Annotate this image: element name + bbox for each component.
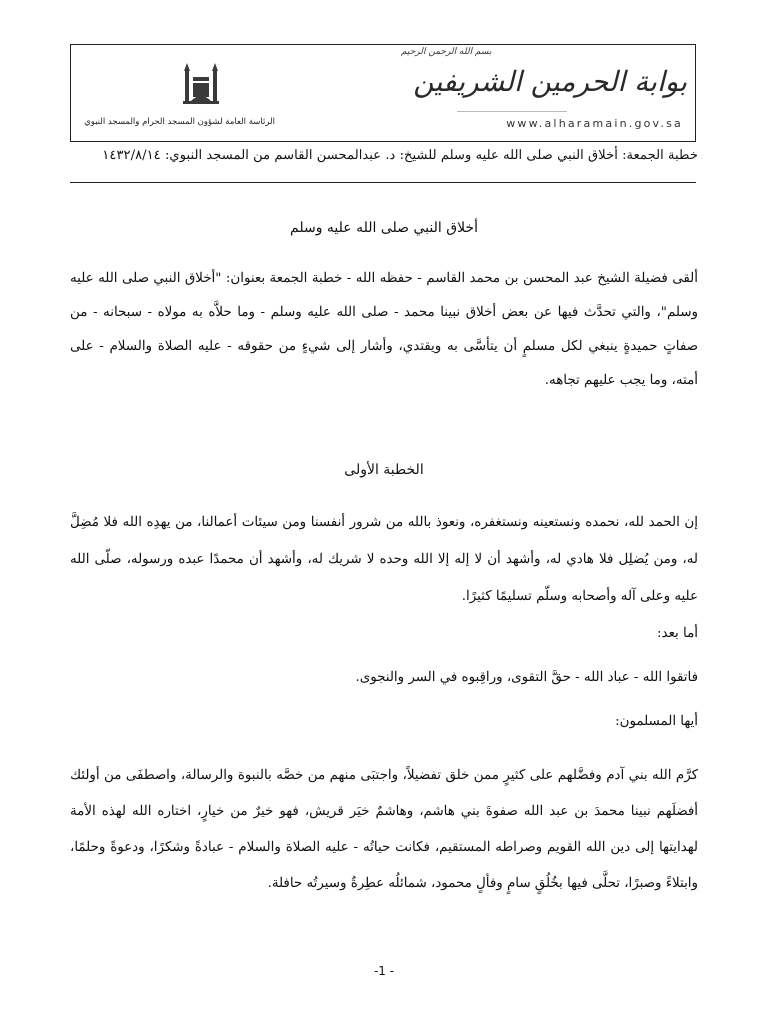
brand-divider: [457, 111, 567, 112]
subtitle-divider: [70, 182, 696, 183]
page-number: -1 -: [373, 964, 395, 978]
basmala: بسم الله الرحمن الرحيم: [401, 47, 492, 57]
address-line: أيها المسلمون:: [615, 714, 698, 729]
letterhead: [70, 44, 696, 142]
section-heading: الخطبة الأولى: [344, 462, 424, 478]
haramain-emblem-icon: [183, 61, 219, 107]
honor-paragraph: كرَّم الله بني آدم وفضَّلهم على كثيرٍ ممن خلق تفضيلاً، واجتبَى منهم من خصَّه بالنبوة والرسالة، واصطفَى من أولئك أفضلَهم نبينا محمدَ بن عبد الله صفوةَ بني هاشم، وهاشمٌ خيَر قريش، فهو خيرٌ من خيارٍ، اختاره الله لهذه الأمة لهدايتها إلى دين الله القويم وصراطه المستقيم، فكانت حياتُه - عليه الصلاة والسلام - عبادةً وشكرًا، ودعوةً وحلمًا، وابتلاءً وصبرًا، تحلَّى فيها بخُلُقٍ سامٍ وفألٍ محمود، شمائلُه عطِرةٌ وسيرتُه حافلة.: [70, 768, 698, 891]
taqwa-line: فاتقوا الله - عباد الله - حقَّ التقوى، وراقِبوه في السر والنجوى.: [355, 670, 698, 685]
intro-paragraph: ألقى فضيلة الشيخ عبد المحسن بن محمد القاسم - حفظه الله - خطبة الجمعة بعنوان: "أخلاق النبي صلى الله عليه وسلم"، والتي تحدَّث فيها عن بعض أخلاق نبينا محمد - صلى الله عليه وسلم - وما حلاَّه به مولاه - سبحانه - من صفاتٍ حميدةٍ ينبغي لكل مسلمٍ أن يتأسَّى به ويقتدي، وأشار إلى شيءٍ من حقوقه - عليه الصلاة والسلام - على أمته، وما يجب عليهم تجاهه.: [70, 271, 698, 388]
praise-paragraph: إن الحمد لله، نحمده ونستعينه ونستغفره، ونعوذ بالله من شرور أنفسنا ومن سيئات أعمالنا، من يهدِه الله فلا مُضِلَّ له، ومن يُضلِل فلا هادي له، وأشهد أن لا إله إلا الله وحده لا شريك له، وأشهد أن محمدًا عبده ورسوله، صلّى الله عليه وعلى آله وأصحابه وسلّم تسليمًا كثيرًا.: [70, 515, 698, 604]
presidency-caption: الرئاسة العامة لشؤون المسجد الحرام والمسجد النبوي: [84, 117, 275, 127]
brand-url: www.alharamain.gov.sa: [506, 117, 683, 130]
brand-title: بوابة الحرمين الشريفين: [413, 65, 687, 98]
page-title: أخلاق النبي صلى الله عليه وسلم: [290, 220, 478, 236]
amma-bad-line: أما بعد:: [657, 626, 698, 641]
brand-logo: [413, 63, 687, 135]
sermon-subtitle: خطبة الجمعة: أخلاق النبي صلى الله عليه وسلم للشيخ: د. عبدالمحسن القاسم من المسجد النبوي: ١٤٣٢/٨/١٤: [102, 148, 698, 163]
presidency-logo: [84, 61, 275, 137]
